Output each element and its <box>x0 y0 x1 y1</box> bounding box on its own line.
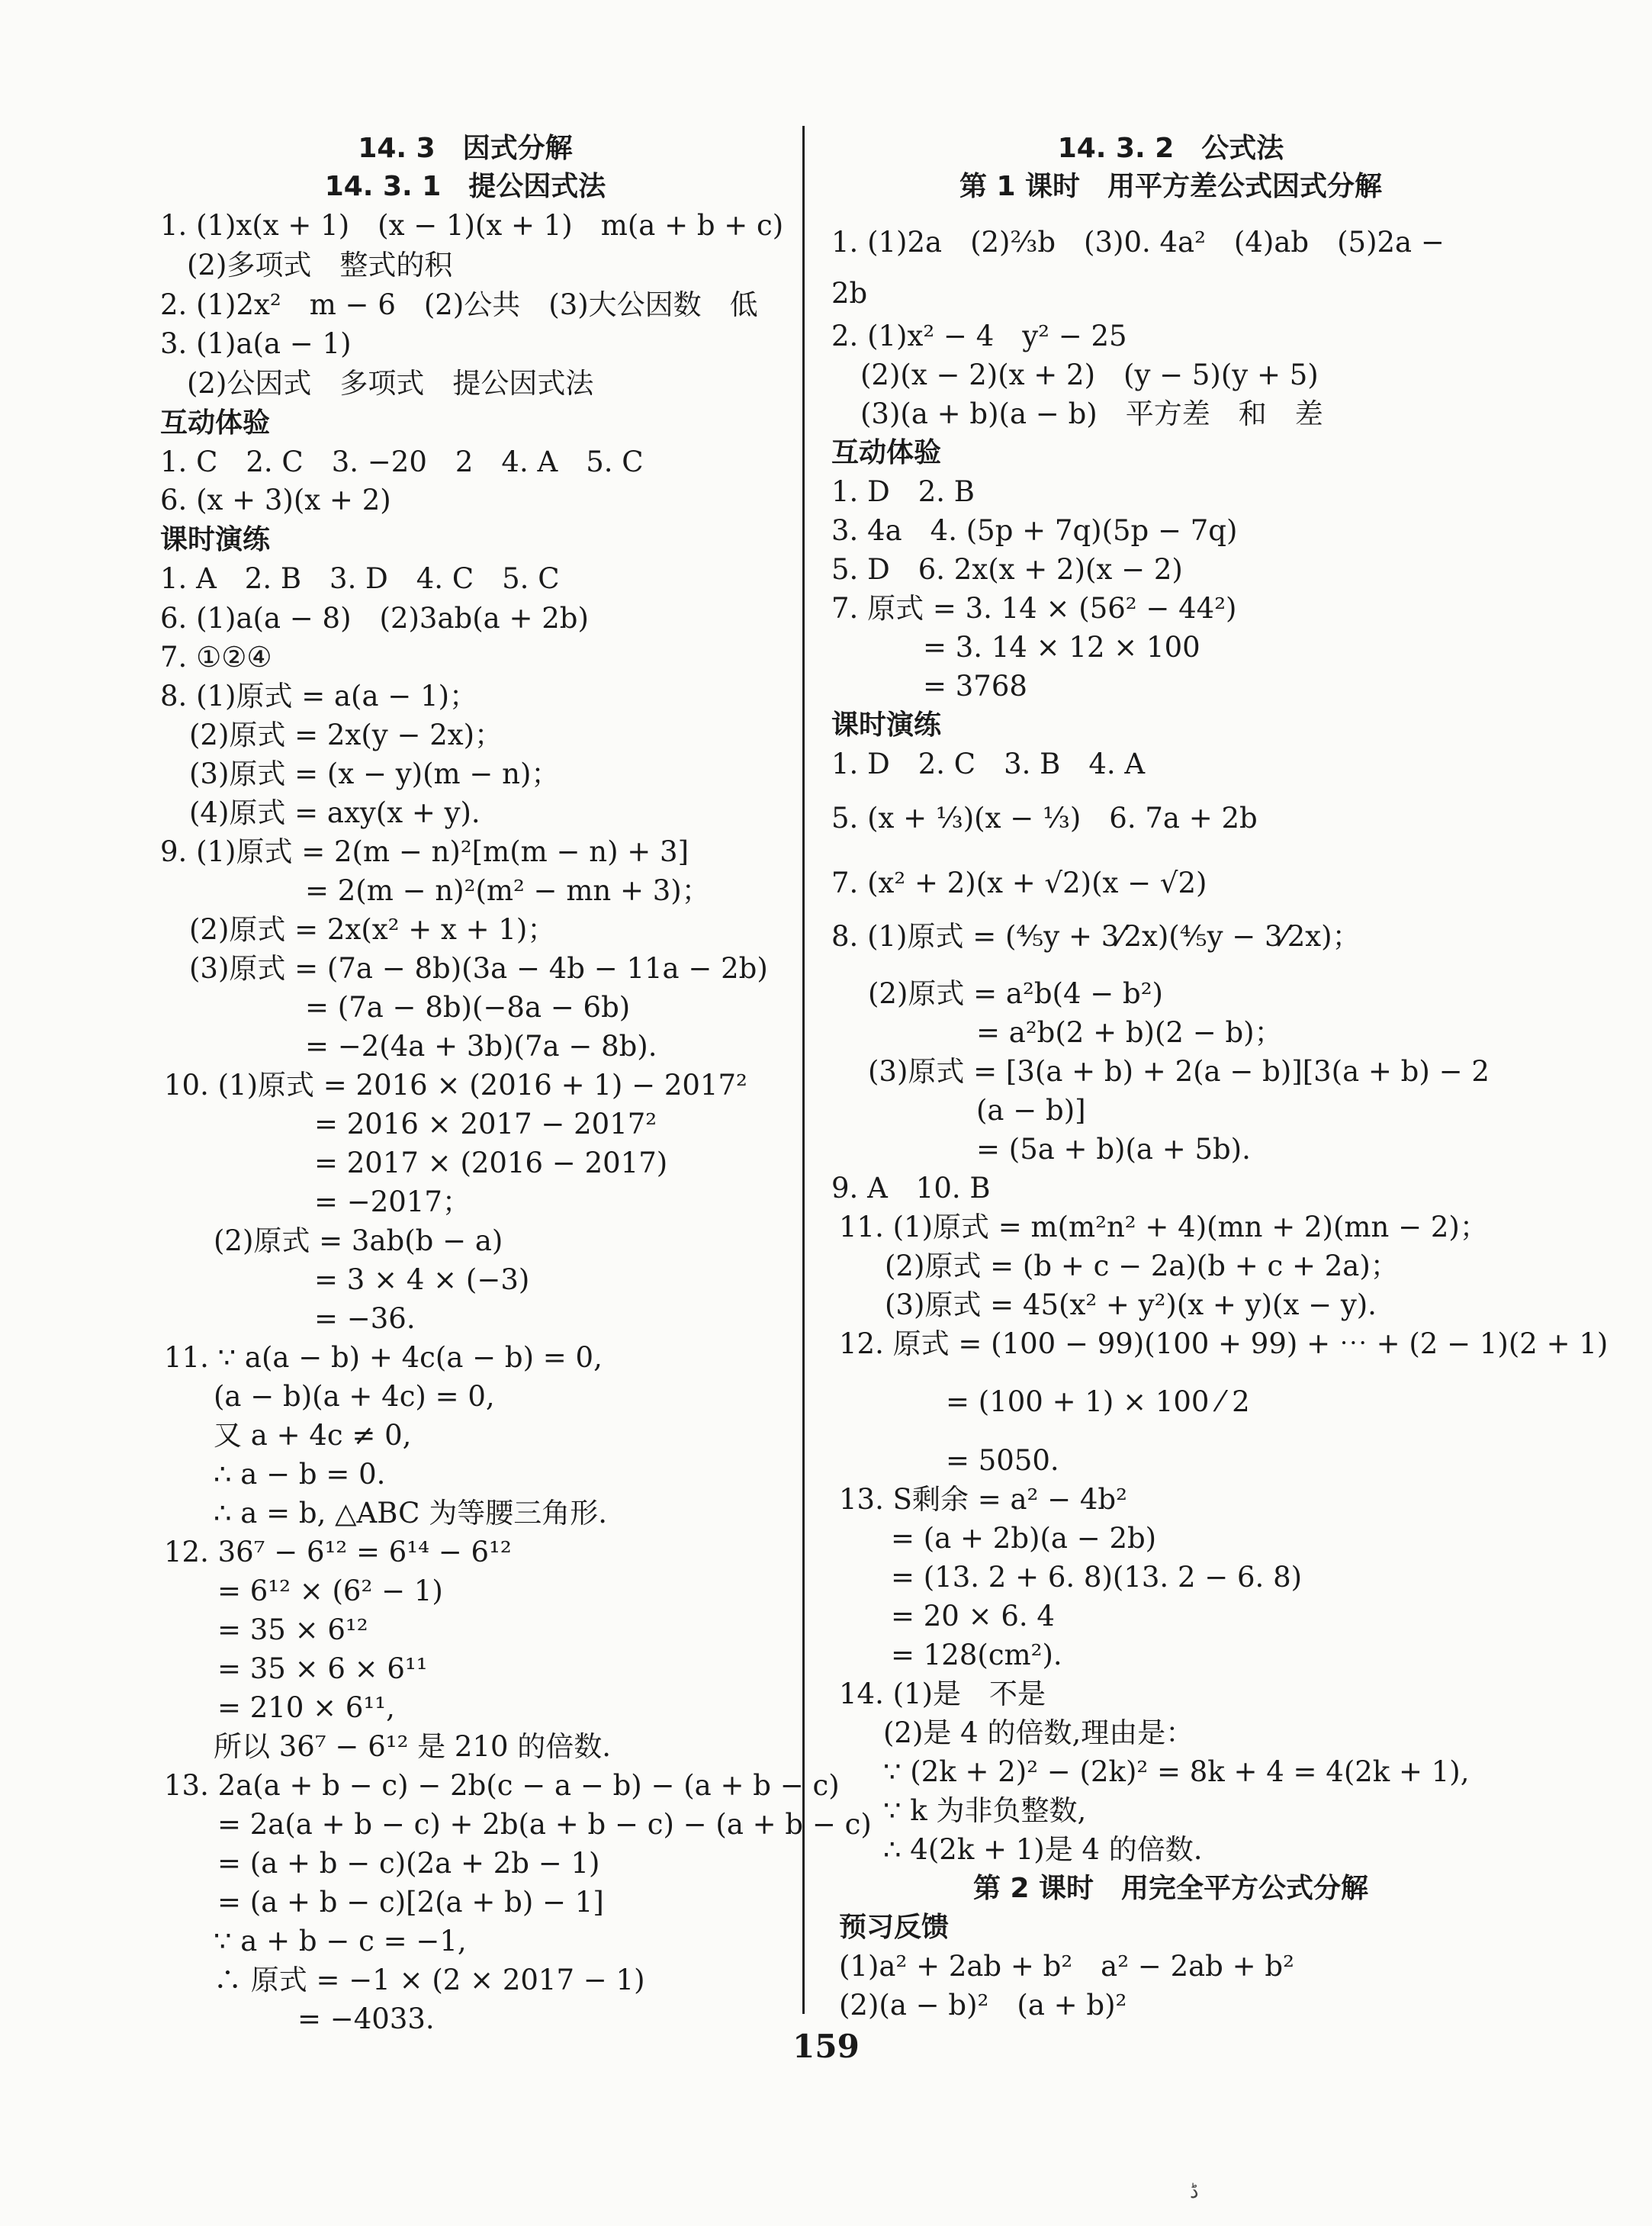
left-line: 9. (1)原式 = 2(m − n)²[m(m − n) + 3] <box>160 835 689 868</box>
right-line: (1)a² + 2ab + b² a² − 2ab + b² <box>839 1950 1294 1983</box>
right-line: 11. (1)原式 = m(m²n² + 4)(mn + 2)(mn − 2)； <box>839 1211 1488 1243</box>
left-line: (2)原式 = 2x(x² + x + 1)； <box>189 913 556 946</box>
left-line: ∴ 原式 = −1 × (2 × 2017 − 1) <box>214 1964 645 1996</box>
right-line: 12. 原式 = (100 − 99)(100 + 99) + ⋯ + (2 − 1)(2 + 1) <box>839 1327 1609 1360</box>
right-line: = (100 + 1) × 100 ⁄ 2 <box>946 1385 1250 1418</box>
left-line: 6. (x + 3)(x + 2) <box>160 484 391 516</box>
left-line: 又 a + 4c ≠ 0, <box>214 1419 412 1452</box>
right-line: 14. (1)是 不是 <box>839 1678 1046 1710</box>
left-line: = −2(4a + 3b)(7a − 8b). <box>305 1030 657 1063</box>
left-line: 课时演练 <box>160 524 271 555</box>
right-line: = (a + 2b)(a − 2b) <box>891 1522 1157 1555</box>
right-line: = 3. 14 × 12 × 100 <box>923 631 1200 664</box>
right-line: 3. 4a 4. (5p + 7q)(5p − 7q) <box>831 514 1238 547</box>
left-line: 所以 36⁷ − 6¹² 是 210 的倍数. <box>214 1730 612 1763</box>
right-line: 第 1 课时 用平方差公式因式分解 <box>959 171 1383 202</box>
right-line: 9. A 10. B <box>831 1172 991 1205</box>
left-line: = −2017； <box>314 1185 471 1218</box>
page-number: 159 <box>792 2028 860 2065</box>
left-line: 6. (1)a(a − 8) (2)3ab(a + 2b) <box>160 602 589 635</box>
right-line: = 5050. <box>946 1444 1059 1477</box>
left-line: = (a + b − c)[2(a + b) − 1] <box>217 1886 604 1919</box>
column-divider <box>802 126 805 2014</box>
left-line: 10. (1)原式 = 2016 × (2016 + 1) − 2017² <box>164 1069 747 1102</box>
right-line: = 3768 <box>923 670 1027 703</box>
left-line: (2)公因式 多项式 提公因式法 <box>187 367 594 400</box>
right-line: 课时演练 <box>831 709 942 741</box>
left-line: 1. (1)x(x + 1) (x − 1)(x + 1) m(a + b + c) <box>160 209 784 242</box>
footer-mark: ڈ <box>1190 2180 1199 2203</box>
right-line: = (13. 2 + 6. 8)(13. 2 − 6. 8) <box>891 1561 1303 1594</box>
left-line: (a − b)(a + 4c) = 0, <box>214 1380 495 1413</box>
left-line: = (7a − 8b)(−8a − 6b) <box>305 991 631 1024</box>
left-line: 7. ①②④ <box>160 641 272 674</box>
left-line: 3. (1)a(a − 1) <box>160 327 352 360</box>
right-line: (2)原式 = a²b(4 − b²) <box>868 977 1163 1010</box>
left-line: ∴ a − b = 0. <box>214 1458 386 1491</box>
right-line: 7. (x² + 2)(x + √2)(x − √2) <box>831 867 1207 899</box>
right-line: 预习反馈 <box>839 1912 950 1943</box>
right-line: 1. D 2. C 3. B 4. A <box>831 748 1146 780</box>
right-line: (2)原式 = (b + c − 2a)(b + c + 2a)； <box>885 1250 1399 1282</box>
right-line: 13. S剩余 = a² − 4b² <box>839 1483 1127 1516</box>
left-line: = 35 × 6¹² <box>217 1613 368 1646</box>
left-line: = 210 × 6¹¹, <box>217 1691 395 1724</box>
right-line: = 20 × 6. 4 <box>891 1600 1055 1633</box>
right-line: 2. (1)x² − 4 y² − 25 <box>831 320 1127 352</box>
right-line: 2b <box>831 277 868 310</box>
left-line: 1. C 2. C 3. −20 2 4. A 5. C <box>160 446 644 478</box>
left-line: = 2016 × 2017 − 2017² <box>314 1108 657 1140</box>
right-line: (a − b)] <box>976 1094 1086 1127</box>
left-line: = 3 × 4 × (−3) <box>314 1263 530 1296</box>
left-line: = 2017 × (2016 − 2017) <box>314 1147 668 1179</box>
right-line: (3)原式 = [3(a + b) + 2(a − b)][3(a + b) − 2 <box>868 1055 1490 1088</box>
right-line: (2)(a − b)² (a + b)² <box>839 1989 1127 2022</box>
left-line: 1. A 2. B 3. D 4. C 5. C <box>160 562 560 595</box>
left-line: 2. (1)2x² m − 6 (2)公共 (3)大公因数 低 <box>160 288 758 321</box>
left-line: 12. 36⁷ − 6¹² = 6¹⁴ − 6¹² <box>164 1536 512 1568</box>
right-line: 5. D 6. 2x(x + 2)(x − 2) <box>831 553 1183 586</box>
left-line: (2)原式 = 2x(y − 2x)； <box>189 719 503 751</box>
left-line: (2)多项式 整式的积 <box>187 249 453 281</box>
left-line: = 6¹² × (6² − 1) <box>217 1575 443 1607</box>
left-line: (3)原式 = (x − y)(m − n)； <box>189 758 560 790</box>
right-line: ∵ (2k + 2)² − (2k)² = 8k + 4 = 4(2k + 1), <box>883 1755 1470 1788</box>
right-line: = (5a + b)(a + 5b). <box>976 1133 1251 1166</box>
left-line: 11. ∵ a(a − b) + 4c(a − b) = 0, <box>164 1341 603 1374</box>
right-line: 1. D 2. B <box>831 475 975 508</box>
right-line: (2)(x − 2)(x + 2) (y − 5)(y + 5) <box>860 359 1319 391</box>
right-line: ∵ k 为非负整数, <box>883 1794 1087 1827</box>
left-line: 8. (1)原式 = a(a − 1)； <box>160 680 478 713</box>
left-line: (4)原式 = axy(x + y). <box>189 796 480 829</box>
right-line: (3)原式 = 45(x² + y²)(x + y)(x − y). <box>885 1288 1377 1321</box>
left-line: ∵ a + b − c = −1, <box>214 1925 467 1957</box>
right-line: 8. (1)原式 = (⅘y + 3⁄2x)(⅘y − 3⁄2x)； <box>831 920 1361 953</box>
right-line: (3)(a + b)(a − b) 平方差 和 差 <box>860 397 1323 430</box>
right-line: 第 2 课时 用完全平方公式分解 <box>972 1873 1369 1904</box>
left-line: = −36. <box>314 1302 416 1335</box>
right-line: 7. 原式 = 3. 14 × (56² − 44²) <box>831 592 1237 625</box>
left-line: ∴ a = b, △ABC 为等腰三角形. <box>214 1497 607 1530</box>
left-line: = (a + b − c)(2a + 2b − 1) <box>217 1847 600 1880</box>
left-line: (2)原式 = 3ab(b − a) <box>214 1224 503 1257</box>
right-line: (2)是 4 的倍数,理由是： <box>883 1716 1194 1749</box>
left-line: = 2a(a + b − c) + 2b(a + b − c) − (a + b − c) <box>217 1808 872 1841</box>
right-line: 5. (x + ⅓)(x − ⅓) 6. 7a + 2b <box>831 802 1258 835</box>
left-line: 互动体验 <box>160 407 271 439</box>
right-line: 14. 3. 2 公式法 <box>1057 133 1284 164</box>
left-line: (3)原式 = (7a − 8b)(3a − 4b − 11a − 2b) <box>189 952 768 985</box>
right-line: 1. (1)2a (2)⅔b (3)0. 4a² (4)ab (5)2a − <box>831 226 1445 259</box>
left-line: 13. 2a(a + b − c) − 2b(c − a − b) − (a + b − c) <box>164 1769 840 1802</box>
left-line: = −4033. <box>297 2002 435 2035</box>
left-line: 14. 3. 1 提公因式法 <box>324 171 606 202</box>
right-line: = 128(cm²). <box>891 1639 1062 1671</box>
left-line: = 35 × 6 × 6¹¹ <box>217 1652 428 1685</box>
right-line: 互动体验 <box>831 437 942 468</box>
left-line: 14. 3 因式分解 <box>358 133 573 164</box>
right-line: ∴ 4(2k + 1)是 4 的倍数. <box>883 1833 1203 1866</box>
right-line: = a²b(2 + b)(2 − b)； <box>976 1016 1283 1049</box>
left-line: = 2(m − n)²(m² − mn + 3)； <box>305 874 710 907</box>
